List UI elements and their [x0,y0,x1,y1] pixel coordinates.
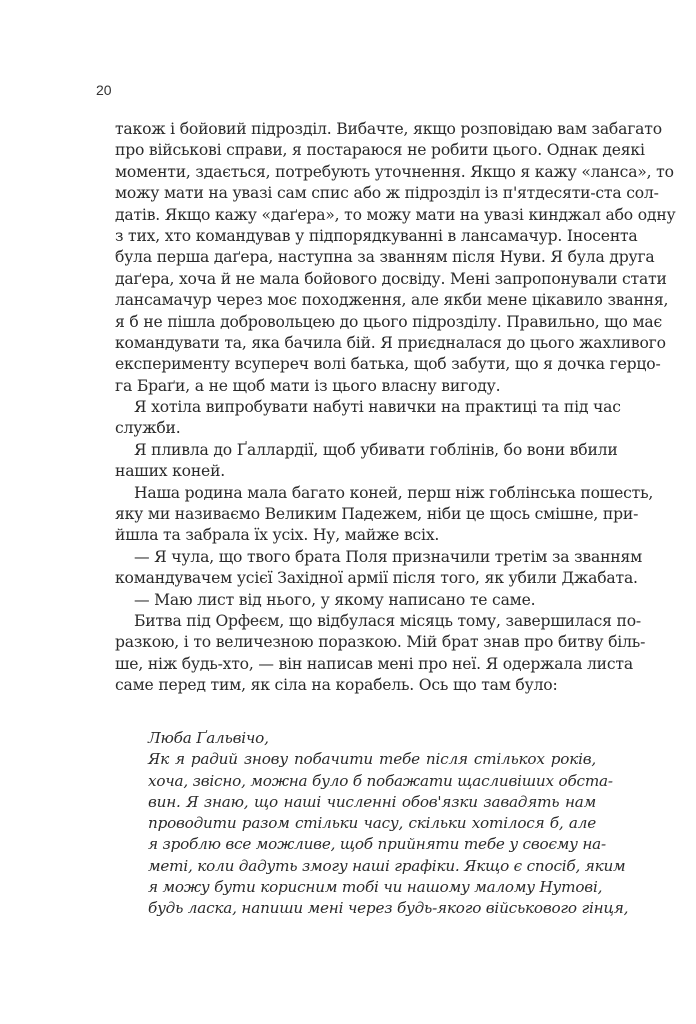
text-line: також і бойовий підрозділ. Вибачте, якщо розповідаю вам забагато [115,120,662,138]
text-line: разкою, і то величезною поразкою. Мій брат знав про битву біль- [115,633,646,652]
text-line: — Я чула, що твого брата Поля призначили третім за званням [134,547,643,566]
text-line: командувати та, яка бачила бій. Я приєдналася до цього жахливого [115,333,666,352]
text-line: яку ми називаємо Великим Падежем, ніби це щось смішне, при- [115,505,639,524]
text-line: про військові справи, я постараюся не робити цього. Однак деякі [115,141,645,160]
text-line: датів. Якщо кажу «даґера», то можу мати на увазі кинджал або одну [115,205,676,224]
letter-quote [148,728,629,920]
letter-salutation: Люба Ґальвічо, [148,729,269,747]
letter-line: проводити разом стільки часу, скільки хотілося б, але [148,814,596,833]
text-line: Я пливла до Ґаллардії, щоб убивати гоблінів, бо вони вбили [134,440,618,459]
letter-line: будь ласка, напиши мені через будь-якого військового гінця, [148,899,629,918]
page-number: 20 [96,82,112,98]
letter-line: хоча, звісно, можна було б побажати щасливіших обста- [148,771,613,790]
text-line: експерименту всупереч волі батька, щоб забути, що я дочка герцо- [115,355,661,374]
letter-line: Як я радий знову побачити тебе після стількох років, [148,750,596,769]
text-line: Я хотіла випробувати набуті навички на практиці та під час [134,398,621,417]
text-line: даґера, хоча й не мала бойового досвіду. Мені запропонували стати [115,269,667,288]
text-line: Наша родина мала багато коней, перш ніж гоблінська пошесть, [134,483,654,502]
text-line: була перша даґера, наступна за званням після Нуви. Я була друга [115,248,655,267]
text-line: я б не пішла добровольцею до цього підрозділу. Правильно, що має [115,312,663,331]
body-text [115,119,676,697]
text-line: лансамачур через моє походження, але якби мене цікавило звання, [115,291,669,310]
text-line: ше, ніж будь-хто, — він написав мені про неї. Я одержала листа [115,654,633,673]
text-line: моменти, здається, потребують уточнення. Якщо я кажу «ланса», то [115,162,674,181]
text-line: можу мати на увазі сам спис або ж підрозділ із п'ятдесяти-ста сол- [115,184,659,203]
text-line: служби. [115,419,181,438]
text-line: — Маю лист від нього, у якому написано те саме. [134,590,536,609]
text-line: з тих, хто командував у підпорядкуванні в лансамачур. Іносента [115,226,638,245]
letter-line: я можу бути корисним тобі чи нашому малому Нутові, [148,878,603,897]
text-line: командувачем усієї Західної армії після того, як убили Джабата. [115,569,638,588]
text-line: саме перед тим, як сіла на корабель. Ось що там було: [115,676,558,695]
text-line: га Браґи, а не щоб мати із цього власну вигоду. [115,376,501,395]
letter-line: вин. Я знаю, що наші численні обов'язки завадять нам [148,792,596,811]
text-line: наших коней. [115,462,226,481]
letter-line: меті, коли дадуть змогу наші графіки. Якщо є спосіб, яким [148,856,626,875]
text-line: йшла та забрала їх усіх. Ну, майже всіх. [115,526,440,545]
text-line: Битва під Орфеєм, що відбулася місяць тому, завершилася по- [134,611,641,630]
letter-line: я зроблю все можливе, щоб прийняти тебе у своєму на- [148,835,606,854]
